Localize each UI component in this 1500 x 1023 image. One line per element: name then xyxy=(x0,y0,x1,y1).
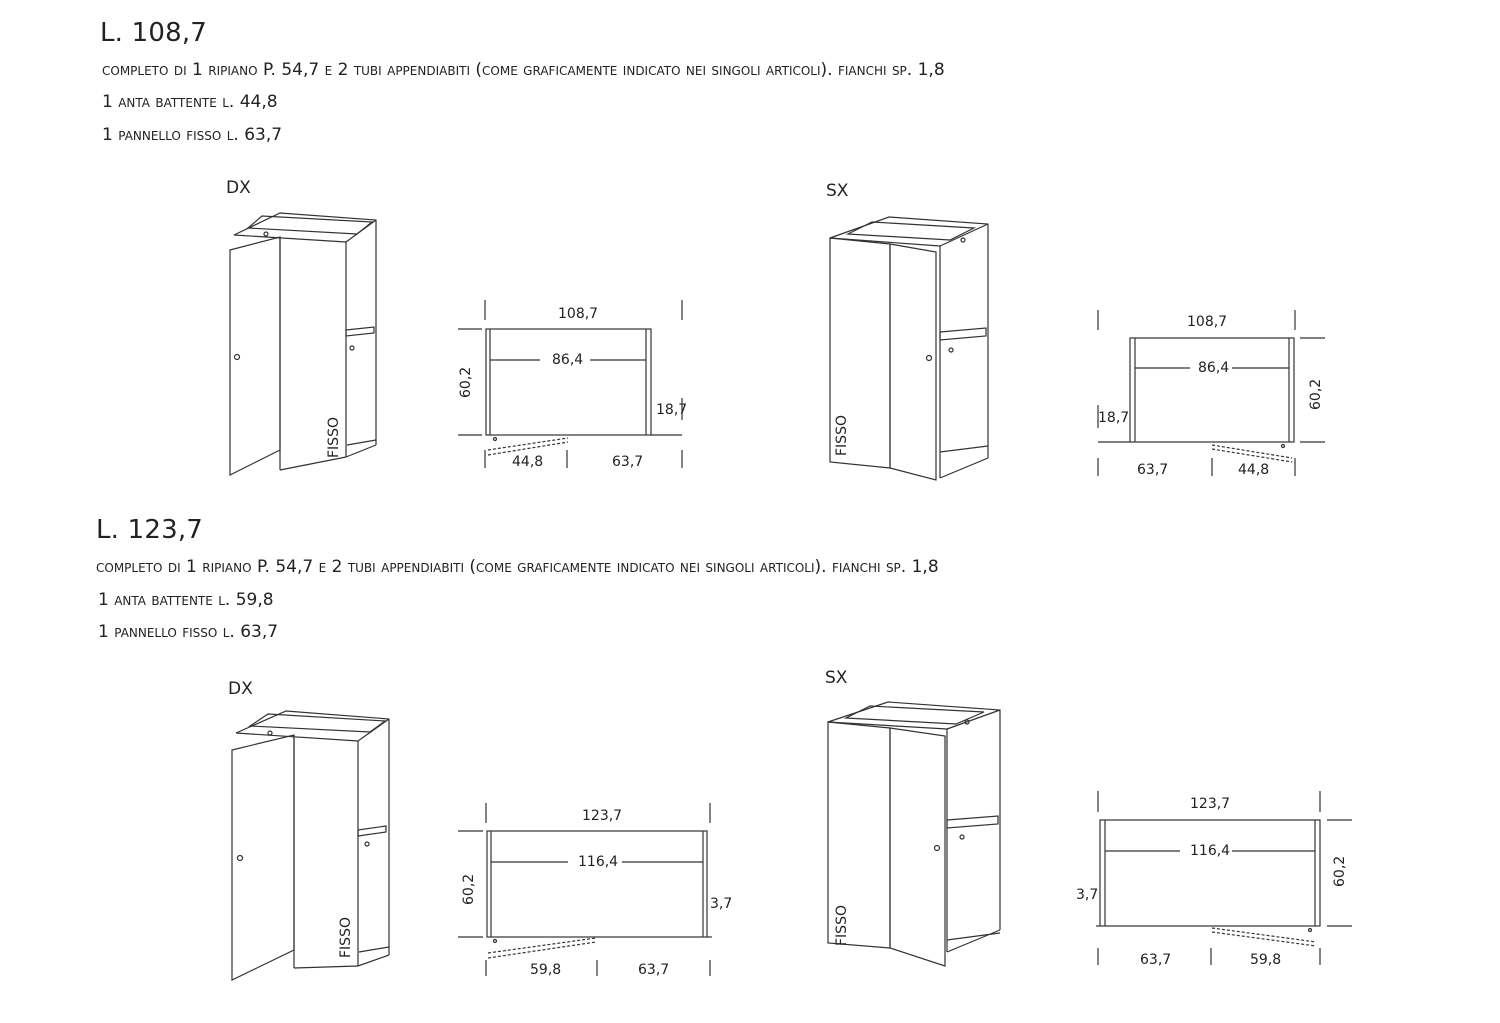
dim-right: 59,8 xyxy=(1250,952,1282,968)
panel-line: 1 pannello fisso l. 63,7 xyxy=(102,125,283,145)
sx-plan-drawing xyxy=(1076,791,1352,968)
dim-total: 108,7 xyxy=(1187,314,1228,330)
dim-inner: 86,4 xyxy=(1198,360,1230,376)
dim-total: 108,7 xyxy=(558,306,599,322)
dim-total: 123,7 xyxy=(582,808,623,824)
dim-total: 123,7 xyxy=(1190,796,1231,812)
dim-side: 18,7 xyxy=(656,402,688,418)
door-line: 1 anta battente l. 59,8 xyxy=(98,590,274,610)
section-123-7 xyxy=(0,500,1500,1023)
dim-inner: 116,4 xyxy=(1190,843,1231,859)
dim-side: 3,7 xyxy=(1076,887,1099,903)
dim-side: 18,7 xyxy=(1098,410,1130,426)
description-line: completo di 1 ripiano P. 54,7 e 2 tubi appendiabiti (come graficamente indicato nei singoli articoli). fianchi sp. 1,8 xyxy=(96,557,939,577)
drawings-123-7 xyxy=(0,500,1500,1023)
dx-label: DX xyxy=(228,679,253,699)
fisso-label: FISSO xyxy=(834,415,850,456)
dim-depth: 60,2 xyxy=(461,873,477,905)
dx-plan-drawing xyxy=(458,300,687,470)
sx-label: SX xyxy=(825,668,848,688)
drawings-108-7 xyxy=(0,0,1500,500)
door-line: 1 anta battente l. 44,8 xyxy=(102,92,278,112)
dim-left: 63,7 xyxy=(1137,462,1169,478)
description-line: completo di 1 ripiano P. 54,7 e 2 tubi appendiabiti (come graficamente indicato nei singoli articoli). fianchi sp. 1,8 xyxy=(102,60,945,80)
dim-depth: 60,2 xyxy=(1332,855,1348,887)
dim-depth: 60,2 xyxy=(1308,378,1324,410)
dim-right: 63,7 xyxy=(638,962,670,978)
dim-left: 59,8 xyxy=(530,962,562,978)
dx-plan-drawing xyxy=(458,803,732,978)
dx-label: DX xyxy=(226,178,251,198)
dim-inner: 116,4 xyxy=(578,854,619,870)
dx-cabinet-drawing xyxy=(228,679,389,980)
fisso-label: FISSO xyxy=(338,917,354,958)
dim-inner: 86,4 xyxy=(552,352,584,368)
section-108-7 xyxy=(0,0,1500,500)
sx-cabinet-drawing xyxy=(825,668,1000,966)
sx-plan-drawing xyxy=(1098,310,1325,478)
dim-side: 3,7 xyxy=(710,896,733,912)
dim-depth: 60,2 xyxy=(458,366,474,398)
fisso-label: FISSO xyxy=(834,905,850,946)
section-title: L. 108,7 xyxy=(100,18,208,48)
dim-left: 63,7 xyxy=(1140,952,1172,968)
dim-left: 44,8 xyxy=(512,454,544,470)
dx-cabinet-drawing xyxy=(226,178,376,475)
panel-line: 1 pannello fisso l. 63,7 xyxy=(98,622,279,642)
dim-right: 63,7 xyxy=(612,454,644,470)
fisso-label: FISSO xyxy=(326,417,342,458)
sx-cabinet-drawing xyxy=(826,181,988,480)
dim-right: 44,8 xyxy=(1238,462,1270,478)
sx-label: SX xyxy=(826,181,849,201)
section-title: L. 123,7 xyxy=(96,515,204,545)
